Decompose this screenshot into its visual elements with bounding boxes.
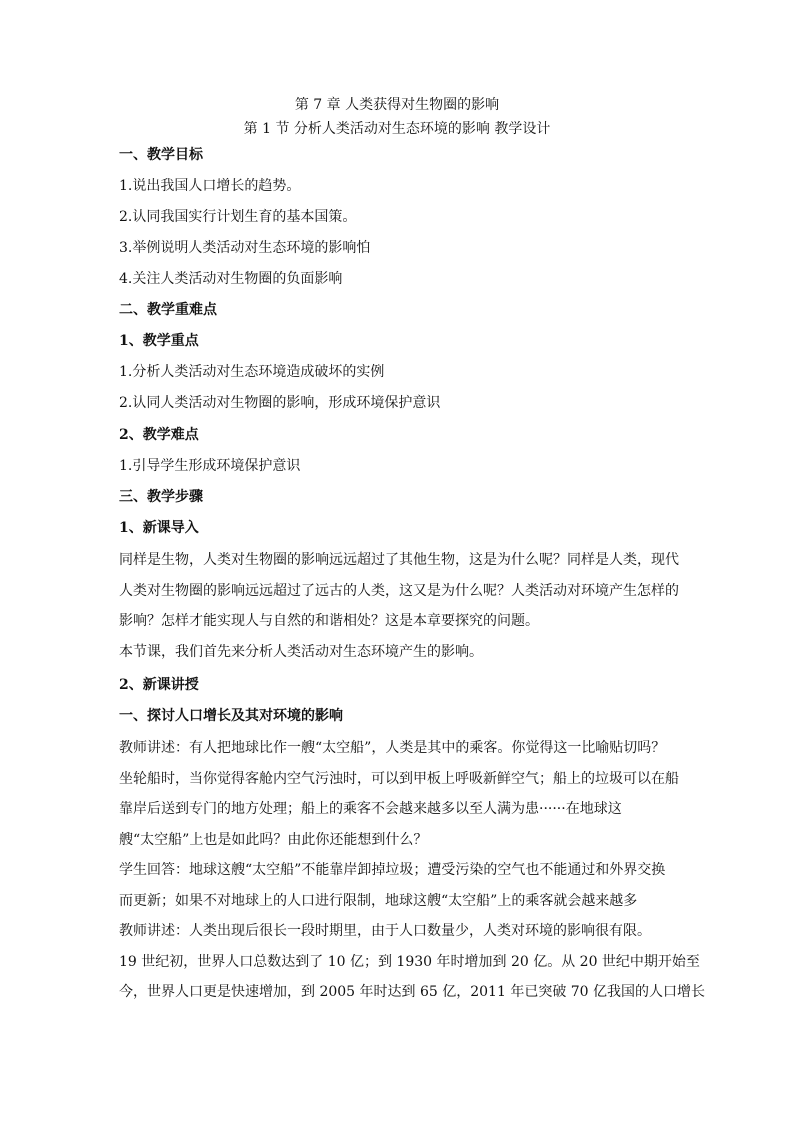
text-line: 教师讲述：人类出现后很长一段时期里，由于人口数量少，人类对环境的影响很有限。 xyxy=(119,923,651,939)
text-line: 靠岸后送到专门的地方处理；船上的乘客不会越来越多以至人满为患······在地球这 xyxy=(119,801,622,817)
difficult-point-1: 1.引导学生形成环境保护意识 xyxy=(119,458,301,474)
text-line: 今，世界人口更是快速增加，到 2005 年时达到 65 亿，2011 年已突破 70 亿我国的人口增长 xyxy=(119,984,706,1000)
text-line: 艘“太空船”上也是如此吗？由此你还能想到什么？ xyxy=(119,831,428,848)
goal-item-4: 4.关注人类活动对生物圈的负面影响 xyxy=(119,271,343,287)
lesson-body xyxy=(119,733,706,1008)
population-topic-heading: 一、探讨人口增长及其对环境的影响 xyxy=(119,708,343,724)
text-line: 学生回答：地球这艘“太空船”不能靠岸卸掉垃圾；遭受污染的空气也不能通过和外界交换 xyxy=(119,862,666,878)
key-difficult-points-heading: 二、教学重难点 xyxy=(119,302,217,318)
goal-item-1: 1.说出我国人口增长的趋势。 xyxy=(119,178,301,194)
text-line: 坐轮船时，当你觉得客舱内空气污浊时，可以到甲板上呼吸新鲜空气；船上的垃圾可以在船 xyxy=(119,770,679,787)
section-title: 第 1 节 分析人类活动对生态环境的影响 教学设计 xyxy=(243,121,551,137)
text-line: 教师讲述：有人把地球比作一艘“太空船”，人类是其中的乘客。你觉得这一比喻贴切吗？ xyxy=(119,740,666,756)
text-line: 19 世纪初，世界人口总数达到了 10 亿；到 1930 年时增加到 20 亿。从 20 世纪中期开始至 xyxy=(119,953,700,970)
key-point-1: 1.分析人类活动对生态环境造成破坏的实例 xyxy=(119,364,385,380)
intro-paragraph xyxy=(119,545,679,667)
text-line: 而更新；如果不对地球上的人口进行限制，地球这艘“太空船”上的乘客就会越来越多 xyxy=(119,892,638,909)
key-point-2: 2.认同人类活动对生物圈的影响，形成环境保护意识 xyxy=(119,395,441,411)
goal-item-2: 2.认同我国实行计划生育的基本国策。 xyxy=(119,209,357,225)
new-lesson-intro-heading: 1、新课导入 xyxy=(119,520,199,536)
difficult-points-subheading: 2、教学难点 xyxy=(119,427,199,443)
chapter-title: 第 7 章 人类获得对生物圈的影响 xyxy=(294,97,500,113)
new-lesson-teaching-heading: 2、新课讲授 xyxy=(119,677,199,693)
teaching-steps-heading: 三、教学步骤 xyxy=(119,489,203,505)
text-line: 人类对生物圈的影响远远超过了远古的人类，这又是为什么呢？人类活动对环境产生怎样的 xyxy=(119,582,679,599)
goal-item-3: 3.举例说明人类活动对生态环境的影响怕 xyxy=(119,240,371,256)
text-line: 同样是生物，人类对生物圈的影响远远超过了其他生物，这是为什么呢？同样是人类，现代 xyxy=(119,552,679,568)
text-line: 本节课，我们首先来分析人类活动对生态环境产生的影响。 xyxy=(119,643,483,660)
teaching-goals-heading: 一、教学目标 xyxy=(119,147,203,163)
key-points-subheading: 1、教学重点 xyxy=(119,333,199,349)
text-line: 影响？怎样才能实现人与自然的和谐相处？这是本章要探究的问题。 xyxy=(119,613,539,629)
